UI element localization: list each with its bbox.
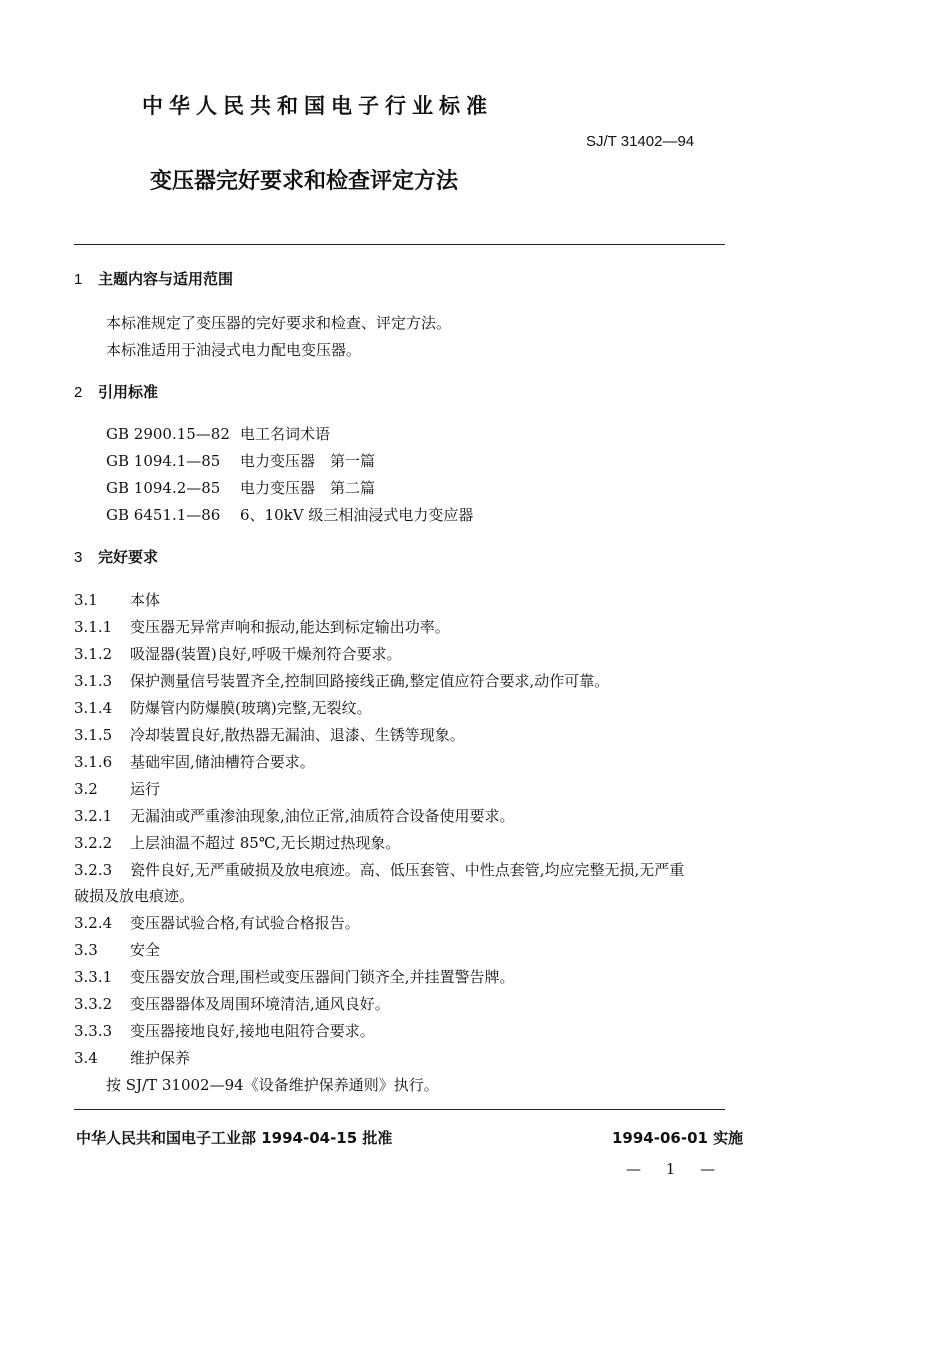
header-divider [74,244,725,245]
clause-text: 维护保养 [130,1049,191,1067]
clause-number: 3.2 [74,780,98,798]
clause-text: 安全 [130,941,161,959]
clause-line [74,805,515,826]
clause-text: 瓷件良好,无严重破损及放电痕迹。高、低压套管、中性点套管,均应完整无损,无严重 [130,861,685,879]
paragraph: 本标准规定了变压器的完好要求和检查、评定方法。 [106,314,452,332]
clause-number: 3.2.1 [74,807,113,825]
reference-code: GB 6451.1—86 [106,506,221,524]
clause-text: 基础牢固,储油槽符合要求。 [130,753,315,771]
reference-code: GB 1094.1—85 [106,452,221,470]
clause-line [74,697,371,718]
clause-text: 破损及放电痕迹。 [74,887,195,905]
clause-number: 3.3.1 [74,968,113,986]
reference-code: GB 2900.15—82 [106,425,230,443]
clause-line [74,643,401,664]
reference-name: 6、10kV 级三相油浸式电力变应器 [240,506,474,524]
reference-name: 电力变压器 第二篇 [240,479,376,497]
clause-line [74,1047,190,1068]
clause-number: 3.1.2 [74,645,113,663]
clause-number: 3.1.6 [74,753,113,771]
clause-line [74,832,400,853]
clause-line [74,724,465,745]
section-title: 主题内容与适用范围 [98,270,234,288]
clause-text: 变压器器体及周围环境清洁,通风良好。 [130,995,390,1013]
clause-line [74,859,684,880]
clause-line [74,589,160,610]
clause-number: 3.3 [74,941,98,959]
clause-text: 无漏油或严重渗油现象,油位正常,油质符合设备使用要求。 [130,807,515,825]
standard-type-heading: 中华人民共和国电子行业标准 [142,94,493,118]
clause-text: 变压器安放合理,围栏或变压器间门锁齐全,并挂置警告牌。 [130,968,515,986]
section-title: 完好要求 [98,548,159,566]
clause-continuation [74,885,194,906]
clause-text: 防爆管内防爆膜(玻璃)完整,无裂纹。 [130,699,372,717]
clause-line [74,670,609,691]
clause-line [74,751,315,772]
clause-line [74,1020,375,1041]
reference-item [106,504,473,525]
clause-line [74,912,360,933]
clause-line [74,616,450,637]
clause-text: 冷却装置良好,散热器无漏油、退漆、生锈等现象。 [130,726,465,744]
clause-line [74,778,160,799]
clause-text: 运行 [130,780,161,798]
section-number: 1 [74,271,83,288]
clause-text: 变压器接地良好,接地电阻符合要求。 [130,1022,375,1040]
clause-text: 本体 [130,591,161,609]
footer-divider [74,1109,725,1110]
section-1-heading [74,268,233,289]
clause-line [74,939,160,960]
clause-number: 3.2.3 [74,861,113,879]
standard-code: SJ/T 31402—94 [586,133,695,150]
clause-text: 吸湿器(装置)良好,呼吸干燥剂符合要求。 [130,645,402,663]
clause-number: 3.1.3 [74,672,113,690]
clause-text: 保护测量信号装置齐全,控制回路接线正确,整定值应符合要求,动作可靠。 [130,672,610,690]
section-number: 3 [74,549,83,566]
reference-item [106,477,375,498]
clause-number: 3.1.1 [74,618,113,636]
maintenance-text: 按 SJ/T 31002—94《设备维护保养通则》执行。 [106,1076,439,1094]
reference-item [106,450,375,471]
clause-number: 3.1.4 [74,699,113,717]
clause-number: 3.4 [74,1049,98,1067]
clause-line [74,966,515,987]
section-title: 引用标准 [98,383,159,401]
approval-line: 中华人民共和国电子工业部 1994-04-15 批准 [76,1129,393,1147]
clause-number: 3.3.2 [74,995,113,1013]
reference-code: GB 1094.2—85 [106,479,221,497]
clause-text: 变压器试验合格,有试验合格报告。 [130,914,360,932]
clause-line [74,993,390,1014]
clause-text: 上层油温不超过 85℃,无长期过热现象。 [130,834,401,852]
effective-date: 1994-06-01 实施 [612,1129,744,1147]
reference-name: 电力变压器 第一篇 [240,452,376,470]
section-2-heading [74,381,158,402]
clause-number: 3.2.2 [74,834,113,852]
clause-number: 3.1.5 [74,726,113,744]
section-3-heading [74,546,158,567]
reference-name: 电工名词术语 [240,425,331,443]
page-number: — 1 — [626,1160,726,1178]
document-title: 变压器完好要求和检查评定方法 [150,169,459,194]
clause-number: 3.3.3 [74,1022,113,1040]
reference-item [106,423,330,444]
section-number: 2 [74,384,83,401]
clause-number: 3.2.4 [74,914,113,932]
clause-text: 变压器无异常声响和振动,能达到标定输出功率。 [130,618,450,636]
paragraph: 本标准适用于油浸式电力配电变压器。 [106,341,362,359]
clause-number: 3.1 [74,591,98,609]
